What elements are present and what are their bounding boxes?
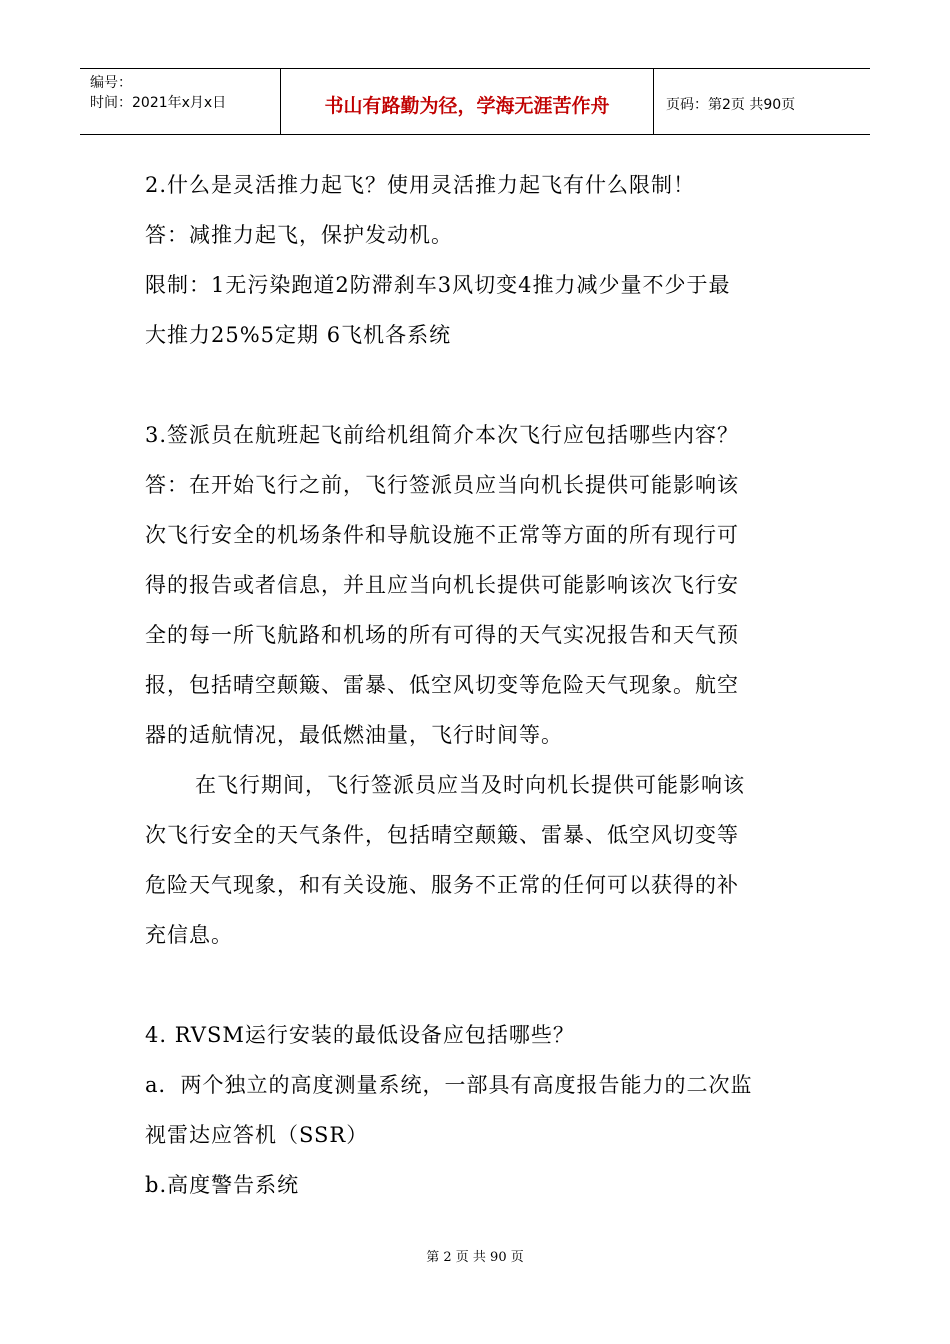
page-footer: 第 2 页 共 90 页 [426, 1250, 524, 1265]
header-motto: 书山有路勤为径，学海无涯苦作舟 [281, 69, 654, 134]
number-label: 编号： [90, 75, 132, 91]
question-3-paragraph-2-line-1: 在飞行期间，飞行签派员应当及时向机长提供可能影响该 [195, 773, 745, 797]
spacer [145, 960, 810, 1010]
question-3-answer-line-4: 全的每一所飞航路和机场的所有可得的天气实况报告和天气预 [145, 623, 739, 647]
question-4-title: 4. RVSM运行安装的最低设备应包括哪些？ [145, 1023, 575, 1047]
question-3-paragraph-2-line-3: 危险天气现象，和有关设施、服务不正常的任何可以获得的补 [145, 873, 739, 897]
question-2-limits-line-1: 限制：1无污染跑道2防滞刹车3风切变4推力减少量不少于最 [145, 273, 731, 297]
question-4-item-b: b.高度警告系统 [145, 1173, 300, 1197]
question-2-limits-line-2: 大推力25%5定期 6飞机各系统 [145, 323, 452, 347]
question-3-answer-line-6: 器的适航情况，最低燃油量，飞行时间等。 [145, 723, 563, 747]
question-2-answer: 答：减推力起飞，保护发动机。 [145, 223, 453, 247]
question-3-answer-line-1: 答：在开始飞行之前，飞行签派员应当向机长提供可能影响该 [145, 473, 739, 497]
question-4-item-a-line-2: 视雷达应答机（SSR） [145, 1123, 369, 1147]
document-body [145, 160, 810, 1210]
document-header [80, 68, 870, 135]
spacer [145, 360, 810, 410]
question-3-answer-line-5: 报，包括晴空颠簸、雷暴、低空风切变等危险天气现象。航空 [145, 673, 739, 697]
question-3-title: 3.签派员在航班起飞前给机组简介本次飞行应包括哪些内容？ [145, 423, 740, 447]
question-3-paragraph-2-line-4: 充信息。 [145, 923, 233, 947]
question-4-item-a-line-1: a．两个独立的高度测量系统，一部具有高度报告能力的二次监 [145, 1073, 753, 1097]
header-page-info: 页码：第2页 共90页 [666, 96, 796, 113]
question-3-answer-line-2: 次飞行安全的机场条件和导航设施不正常等方面的所有现行可 [145, 523, 739, 547]
question-3-answer-line-3: 得的报告或者信息，并且应当向机长提供可能影响该次飞行安 [145, 573, 739, 597]
time-label: 时间：2021年x月x日 [90, 95, 227, 111]
question-3-paragraph-2-line-2: 次飞行安全的天气条件，包括晴空颠簸、雷暴、低空风切变等 [145, 823, 739, 847]
question-2-title: 2.什么是灵活推力起飞？使用灵活推力起飞有什么限制！ [145, 173, 696, 197]
header-meta [80, 69, 281, 134]
